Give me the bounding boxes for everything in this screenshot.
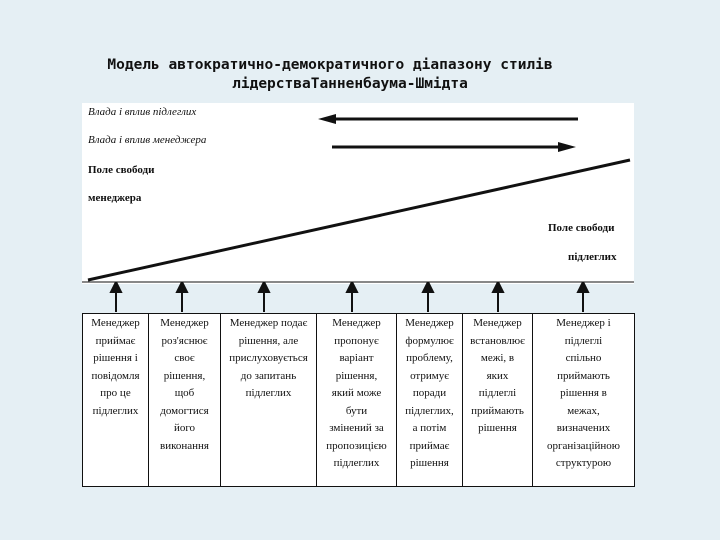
style-cell-1	[83, 314, 149, 487]
table-row	[83, 314, 635, 487]
style-text-line: рішення,	[163, 369, 206, 382]
style-text-line: виконання	[160, 439, 209, 452]
style-text-line: своє	[174, 352, 195, 364]
up-arrow-icon	[111, 282, 121, 292]
style-text-line: підлеглі	[478, 387, 517, 399]
style-text-line: підлеглих	[333, 457, 380, 469]
style-text-line: підлеглих	[92, 404, 139, 417]
style-text-line: спільно	[565, 352, 602, 364]
style-text-line: приймають	[471, 404, 524, 417]
freedom-diagram	[82, 103, 634, 284]
style-text-line: Менеджер	[160, 317, 209, 329]
style-text-line: прислуховується	[229, 352, 308, 364]
left-arrowhead-icon	[318, 114, 336, 124]
style-text-line: до запитань	[240, 369, 297, 382]
manager-influence-label: Влада і вплив менеджера	[88, 134, 207, 146]
style-text-line: рішення	[478, 422, 517, 434]
style-text-line: який може	[331, 387, 382, 399]
style-text-line: приймає	[95, 334, 136, 347]
style-text-line: приймає	[409, 439, 450, 452]
style-text-line: рішення	[410, 457, 449, 469]
freedom-panel	[82, 103, 634, 284]
up-arrow-icon	[347, 282, 357, 292]
style-text-line: визначених	[556, 422, 611, 434]
style-text-line: пропонує	[334, 334, 379, 347]
style-text-line: проблему,	[406, 352, 453, 364]
style-text-line: отримує	[410, 369, 449, 382]
style-text-line: Менеджер подає	[229, 317, 308, 329]
style-cell-6	[463, 314, 533, 487]
style-text-line: бути	[345, 404, 368, 417]
style-text-line: поради	[412, 387, 447, 399]
style-text-line: рішення,	[335, 369, 378, 382]
style-text-line: межах,	[567, 404, 600, 417]
right-arrowhead-icon	[558, 142, 576, 152]
subordinates-freedom-label-1: Поле свободи	[548, 222, 615, 234]
leadership-styles-table	[82, 313, 635, 487]
manager-freedom-label-2: менеджера	[88, 192, 142, 204]
style-text-line: рішення і	[93, 352, 138, 364]
up-arrow-icon	[259, 282, 269, 292]
style-cell-2	[149, 314, 221, 487]
style-text-line: варіант	[339, 352, 374, 364]
style-text-line: приймають	[557, 369, 610, 382]
style-text-line: роз'яснює	[161, 334, 208, 347]
up-arrow-icon	[423, 282, 433, 292]
style-cell-3	[221, 314, 317, 487]
style-text-line: повідомля	[91, 369, 140, 382]
style-text-line: структурою	[555, 457, 612, 469]
page-title	[0, 56, 660, 94]
style-text-line: підлеглих,	[405, 404, 454, 417]
up-arrow-icon	[493, 282, 503, 292]
style-text-line: його	[173, 422, 196, 434]
style-cell-4	[317, 314, 397, 487]
manager-freedom-label-1: Поле свободи	[88, 164, 155, 176]
subordinates-freedom-label-2: підлеглих	[568, 251, 617, 263]
style-cell-5	[397, 314, 463, 487]
style-text-line: пропозицією	[326, 439, 387, 452]
style-pointer-arrows	[82, 282, 634, 314]
style-text-line: щоб	[174, 387, 195, 399]
style-text-line: рішення в	[560, 387, 607, 399]
style-text-line: підлеглі	[564, 334, 603, 347]
subordinates-influence-label: Влада і вплив підлеглих	[88, 106, 197, 118]
title-line-1: Модель автократично-демократичного діапазону стилів	[107, 57, 553, 73]
style-cell-7	[533, 314, 635, 487]
up-arrow-icon	[578, 282, 588, 292]
style-text-line: рішення, але	[238, 334, 299, 347]
style-text-line: Менеджер	[405, 317, 454, 329]
title-line-2: лідерстваТанненбаума-Шмідта	[232, 76, 468, 92]
style-text-line: а потім	[412, 422, 447, 434]
freedom-diagonal-line	[88, 160, 630, 280]
style-text-line: про це	[100, 387, 131, 399]
style-text-line: Менеджер	[332, 317, 381, 329]
style-text-line: формулює	[405, 334, 454, 347]
style-text-line: організаційною	[547, 439, 620, 452]
style-text-line: змінений за	[329, 422, 384, 434]
style-text-line: підлеглих	[245, 387, 292, 399]
style-text-line: домогтися	[160, 404, 209, 417]
style-text-line: Менеджер і	[556, 317, 611, 329]
style-text-line: межі, в	[480, 352, 515, 364]
style-text-line: Менеджер	[473, 317, 522, 329]
up-arrow-icon	[177, 282, 187, 292]
style-text-line: Менеджер	[91, 317, 140, 329]
style-text-line: яких	[486, 369, 509, 382]
style-text-line: встановлює	[470, 334, 525, 347]
